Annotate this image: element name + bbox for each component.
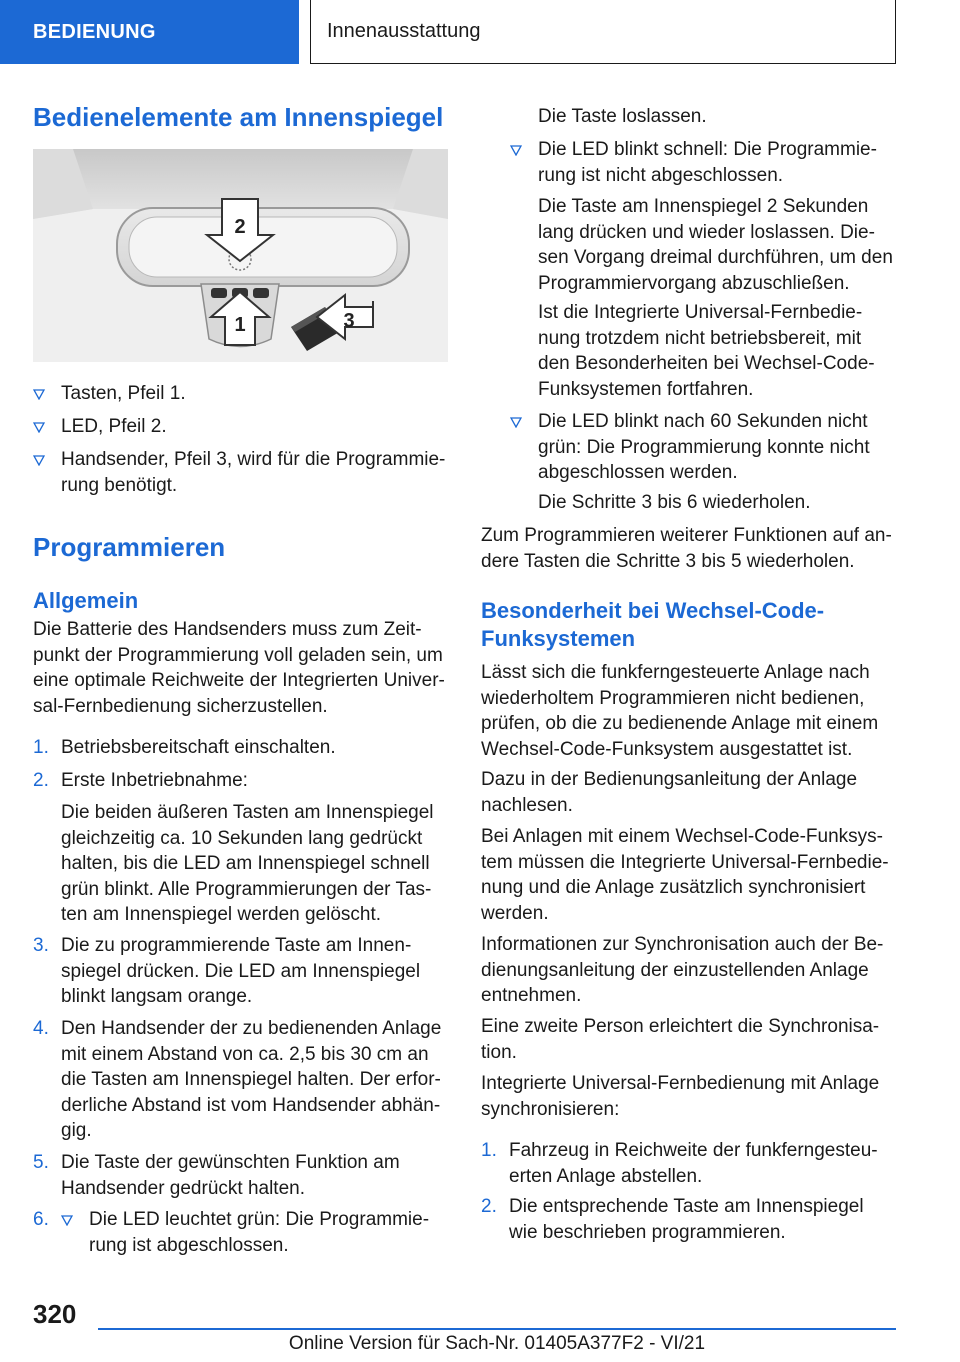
text-line: rung ist nicht abgeschlossen. bbox=[538, 164, 784, 186]
text-line: wiederholtem Programmieren nicht bedienen, bbox=[481, 687, 865, 709]
text-line: nachlesen. bbox=[481, 794, 573, 816]
text-line: gig. bbox=[61, 1120, 92, 1141]
text-line: blinkt langsam orange. bbox=[61, 986, 253, 1007]
text-line: Die entsprechende Taste am Innenspiegel bbox=[509, 1196, 864, 1217]
text-line: Informationen zur Synchronisation auch der Be- bbox=[481, 934, 884, 955]
text-line: Die LED blinkt nach 60 Sekunden nicht bbox=[538, 411, 868, 432]
paragraph-1 bbox=[481, 660, 878, 762]
text-line: Programmiervorgang abzuschließen. bbox=[538, 272, 850, 294]
triangle-bullet-icon bbox=[33, 421, 45, 433]
step-number: 2. bbox=[481, 1196, 497, 1217]
text-line: synchronisieren: bbox=[481, 1098, 620, 1120]
heading-line: Besonderheit bei Wechsel-Code- bbox=[481, 598, 825, 623]
further-paragraph bbox=[481, 523, 892, 574]
text-line: punkt der Programmierung voll geladen sein, um bbox=[33, 644, 443, 666]
text-line: abgeschlossen werden. bbox=[538, 462, 738, 483]
text-line: lang drücken und wieder loslassen. Die- bbox=[538, 221, 875, 243]
text-line: Die Batterie des Handsenders muss zum Zeit- bbox=[33, 619, 422, 640]
text-line: Funksystemen fortfahren. bbox=[538, 378, 754, 400]
text-line: grün: Die Programmierung konnte nicht bbox=[538, 436, 870, 458]
figure-label-3: 3 bbox=[343, 310, 355, 332]
mirror-figure bbox=[33, 149, 448, 362]
figure-bullet-text: Handsender, Pfeil 3, wird für die Programmie- bbox=[61, 449, 446, 470]
text-line: Fahrzeug in Reichweite der funkferngesteu- bbox=[509, 1140, 878, 1161]
text-line: Den Handsender der zu bedienenden Anlage bbox=[61, 1018, 442, 1039]
step-2-detail bbox=[61, 800, 461, 928]
text-line: Die Taste loslassen. bbox=[538, 106, 707, 127]
fast-paragraph-1 bbox=[538, 194, 893, 296]
triangle-bullet-icon bbox=[61, 1214, 73, 1226]
text-line: den Besonderheiten bei Wechsel-Code- bbox=[538, 353, 875, 374]
fast-paragraph-2 bbox=[538, 300, 875, 402]
text-line: halten, bis die LED am Innenspiegel schnell bbox=[61, 853, 430, 874]
paragraph-4 bbox=[481, 932, 883, 1009]
step-number: 5. bbox=[33, 1152, 49, 1173]
step-number: 4. bbox=[33, 1018, 49, 1039]
text-line: dere Tasten die Schritte 3 bis 5 wiederholen. bbox=[481, 550, 855, 572]
heading-programmieren: Programmieren bbox=[33, 532, 226, 562]
page-number: 320 bbox=[33, 1299, 77, 1329]
figure-label-2: 2 bbox=[234, 216, 246, 238]
text-line: wie beschrieben programmieren. bbox=[509, 1221, 786, 1243]
text-line: prüfen, ob die zu bedienende Anlage mit einem bbox=[481, 713, 879, 734]
intro-paragraph bbox=[33, 617, 453, 719]
text-line: sen Vorgang dreimal durchführen, um den bbox=[538, 247, 893, 268]
step-number: 1. bbox=[481, 1140, 497, 1161]
figure-bullet-text: Tasten, Pfeil 1. bbox=[61, 383, 186, 404]
text-line: nung und die Anlage zusätzlich synchronisiert bbox=[481, 877, 866, 898]
text-line: Dazu in der Bedienungsanleitung der Anlage bbox=[481, 769, 858, 790]
text-line: Bei Anlagen mit einem Wechsel-Code-Funksys- bbox=[481, 826, 883, 847]
paragraph-5 bbox=[481, 1014, 879, 1065]
text-line: Die Schritte 3 bis 6 wiederholen. bbox=[538, 492, 811, 513]
text-line: werden. bbox=[481, 902, 549, 924]
text-line: Die Taste der gewünschten Funktion am bbox=[61, 1152, 400, 1173]
subheading-allgemein: Allgemein bbox=[33, 588, 139, 613]
text-line: die Tasten am Innenspiegel halten. Der erfor- bbox=[61, 1069, 441, 1090]
text-line: Zum Programmieren weiterer Funktionen auf an- bbox=[481, 525, 892, 546]
text-line: eine optimale Reichweite der Integrierten Univer- bbox=[33, 670, 445, 691]
text-line: Die LED blinkt schnell: Die Programmie- bbox=[538, 139, 877, 160]
text-line: Ist die Integrierte Universal-Fernbedie- bbox=[538, 302, 863, 323]
figure-label-1: 1 bbox=[234, 314, 246, 336]
text-line: sal-Fernbedienung sicherzustellen. bbox=[33, 695, 328, 717]
text-line: Die LED leuchtet grün: Die Programmie- bbox=[89, 1209, 430, 1230]
step-number: 6. bbox=[33, 1209, 49, 1230]
page-title: Bedienelemente am Innenspiegel bbox=[33, 102, 444, 132]
text-line: mit einem Abstand von ca. 2,5 bis 30 cm an bbox=[61, 1043, 429, 1065]
text-line: dienungsanleitung der einzustellenden Anlage bbox=[481, 959, 869, 981]
text-line: Die Taste am Innenspiegel 2 Sekunden bbox=[538, 196, 869, 217]
step-text: Betriebsbereitschaft einschalten. bbox=[61, 737, 336, 758]
text-line: erten Anlage abstellen. bbox=[509, 1165, 703, 1187]
text-line: Wechsel-Code-Funksystem ausgestattet ist. bbox=[481, 738, 853, 760]
text-line: Lässt sich die funkferngesteuerte Anlage nach bbox=[481, 662, 870, 683]
text-line: derliche Abstand ist vom Handsender abhän- bbox=[61, 1094, 441, 1116]
figure-bullet-text: rung benötigt. bbox=[61, 474, 178, 496]
mirror-illustration bbox=[33, 149, 448, 362]
figure-bullet-text: LED, Pfeil 2. bbox=[61, 416, 167, 437]
text-line: tion. bbox=[481, 1041, 517, 1063]
text-line: ten am Innenspiegel werden gelöscht. bbox=[61, 904, 382, 925]
text-line: Die beiden äußeren Tasten am Innenspiegel bbox=[61, 802, 434, 823]
paragraph-3 bbox=[481, 824, 889, 926]
text-line: tem müssen die Integrierte Universal-Fernbedie- bbox=[481, 851, 889, 873]
triangle-bullet-icon bbox=[510, 416, 522, 428]
step-number: 1. bbox=[33, 737, 49, 758]
text-line: Die zu programmierende Taste am Innen- bbox=[61, 935, 412, 956]
text-line: grün blinkt. Alle Programmierungen der Tas- bbox=[61, 878, 432, 900]
section-tab: BEDIENUNG bbox=[0, 0, 299, 64]
text-line: entnehmen. bbox=[481, 985, 582, 1006]
text-line: gleichzeitig ca. 10 Sekunden lang gedrückt bbox=[61, 827, 423, 849]
heading-line: Funksystemen bbox=[481, 626, 636, 651]
text-line: Eine zweite Person erleichtert die Synchronisa- bbox=[481, 1016, 880, 1037]
step-text: Erste Inbetriebnahme: bbox=[61, 770, 248, 791]
text-line: rung ist abgeschlossen. bbox=[89, 1234, 289, 1256]
text-line: nung trotzdem nicht betriebsbereit, mit bbox=[538, 327, 862, 349]
triangle-bullet-icon bbox=[33, 454, 45, 466]
footer-text: Online Version für Sach-Nr. 01405A377F2 - VI/21 bbox=[288, 1333, 706, 1354]
text-line: Handsender gedrückt halten. bbox=[61, 1177, 305, 1199]
step-number: 2. bbox=[33, 770, 49, 791]
triangle-bullet-icon bbox=[510, 144, 522, 156]
text-line: Integrierte Universal-Fernbedienung mit Anlage bbox=[481, 1073, 880, 1094]
paragraph-2 bbox=[481, 767, 857, 818]
heading-besonderheit bbox=[481, 597, 824, 653]
step-number: 3. bbox=[33, 935, 49, 956]
footer-divider bbox=[98, 1328, 896, 1330]
text-line: spiegel drücken. Die LED am Innenspiegel bbox=[61, 960, 421, 982]
paragraph-6 bbox=[481, 1071, 879, 1122]
triangle-bullet-icon bbox=[33, 388, 45, 400]
chapter-title: Innenausstattung bbox=[310, 0, 896, 64]
